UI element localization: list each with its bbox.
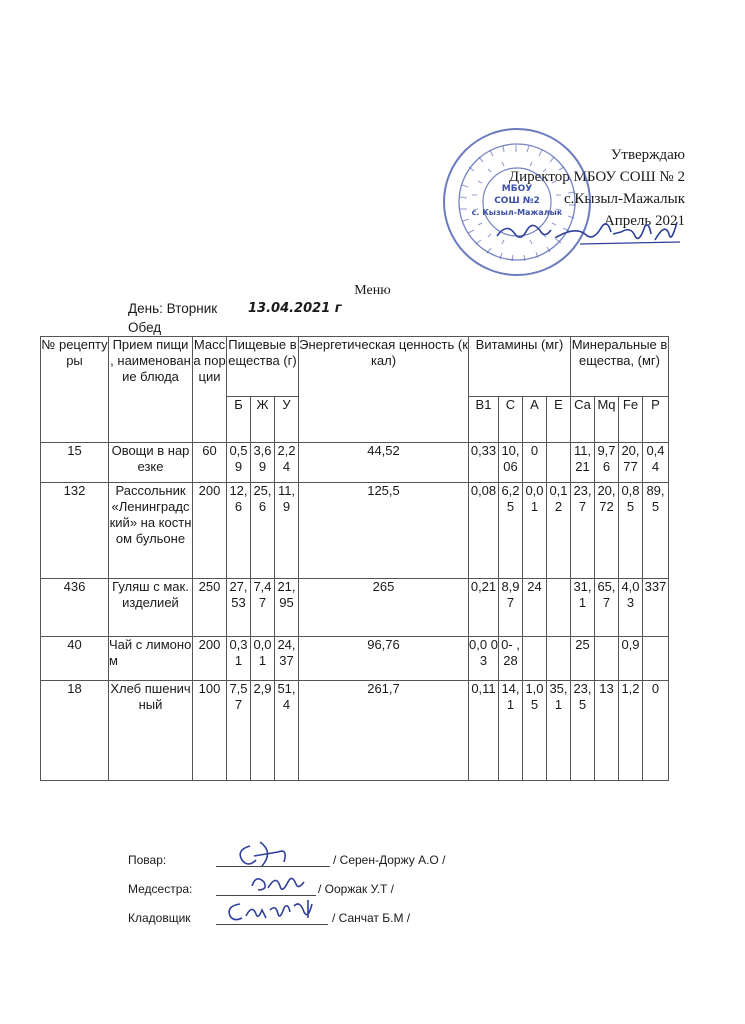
role-label: Повар: <box>128 853 167 867</box>
cell-mass: 60 <box>193 443 227 483</box>
cell-b1: 0,08 <box>469 483 499 579</box>
cell-u: 2,24 <box>275 443 299 483</box>
sub-fe: Fe <box>619 397 643 443</box>
cell-b: 12,6 <box>227 483 251 579</box>
cell-e <box>547 443 571 483</box>
cell-b1: 0,0 03 <box>469 637 499 681</box>
cell-mg: 9,76 <box>595 443 619 483</box>
cell-no: 436 <box>41 579 109 637</box>
cell-dish: Овощи в нарезке <box>109 443 193 483</box>
approval-line-2: Директор МБОУ СОШ № 2 <box>508 169 685 185</box>
stamp-icon <box>440 125 595 280</box>
page-title: Меню <box>354 283 391 298</box>
header-recipe-no: № рецептуры <box>41 337 109 443</box>
cook-name: / Серен-Доржу А.О / <box>333 853 446 867</box>
role-label: Кладовщик <box>128 911 191 925</box>
table-header-row <box>41 337 669 397</box>
signature-row-cook <box>128 853 166 867</box>
table-row <box>41 637 669 681</box>
cell-kcal: 265 <box>299 579 469 637</box>
menu-table <box>40 336 669 781</box>
cell-u: 11,9 <box>275 483 299 579</box>
signature-row-storekeeper <box>128 911 191 925</box>
header-mass: Масса порции <box>193 337 227 443</box>
cell-no: 132 <box>41 483 109 579</box>
cell-fe: 0,85 <box>619 483 643 579</box>
cell-dish: Чай с лимоном <box>109 637 193 681</box>
role-label: Медсестра: <box>128 882 193 896</box>
cell-c: 14,1 <box>499 681 523 781</box>
cell-u: 21,95 <box>275 579 299 637</box>
cell-u: 51,4 <box>275 681 299 781</box>
cell-p: 0 <box>643 681 669 781</box>
table-row <box>41 443 669 483</box>
stamp-text-3: с. Кызыл-Мажалык <box>471 208 563 217</box>
sub-u: У <box>275 397 299 443</box>
official-stamp <box>440 125 595 280</box>
cell-b1: 0,11 <box>469 681 499 781</box>
cell-ca: 23,7 <box>571 483 595 579</box>
header-nutrients: Пищевые вещества (г) <box>227 337 299 397</box>
header-minerals: Минеральные вещества, (мг) <box>571 337 669 397</box>
stamp-text-1: МБОУ <box>501 184 533 194</box>
cell-c: 8,97 <box>499 579 523 637</box>
cell-p: 337 <box>643 579 669 637</box>
cell-fe: 20,77 <box>619 443 643 483</box>
cell-ca: 31,1 <box>571 579 595 637</box>
cell-kcal: 44,52 <box>299 443 469 483</box>
table-row <box>41 483 669 579</box>
cell-c: 6,25 <box>499 483 523 579</box>
cell-zh: 25,6 <box>251 483 275 579</box>
sub-zh: Ж <box>251 397 275 443</box>
cell-kcal: 96,76 <box>299 637 469 681</box>
storekeeper-signature <box>222 896 326 926</box>
storekeeper-name: / Санчат Б.М / <box>332 911 411 925</box>
nurse-name: / Ооржак У.Т / <box>318 882 394 896</box>
approval-line-4: Апрель 2021 <box>603 213 685 229</box>
cell-b1: 0,33 <box>469 443 499 483</box>
cell-zh: 2,9 <box>251 681 275 781</box>
sub-mg: Мq <box>595 397 619 443</box>
cell-mg: 65,7 <box>595 579 619 637</box>
table-row <box>41 579 669 637</box>
sub-b: Б <box>227 397 251 443</box>
day-label: День: Вторник <box>128 301 218 316</box>
cell-ca: 25 <box>571 637 595 681</box>
cell-mass: 200 <box>193 483 227 579</box>
sub-b1: В1 <box>469 397 499 443</box>
sub-c: С <box>499 397 523 443</box>
stamp-text-2: СОШ №2 <box>494 196 540 206</box>
nurse-signature <box>244 868 314 898</box>
cell-fe: 1,2 <box>619 681 643 781</box>
cell-fe: 4,03 <box>619 579 643 637</box>
cell-ca: 11,21 <box>571 443 595 483</box>
header-energy: Энергетическая ценность (ккал) <box>299 337 469 443</box>
cell-fe: 0,9 <box>619 637 643 681</box>
cell-b1: 0,21 <box>469 579 499 637</box>
cell-zh: 0,01 <box>251 637 275 681</box>
cell-e <box>547 579 571 637</box>
approval-line-3: с.Кызыл-Мажалык <box>564 191 685 207</box>
cell-no: 40 <box>41 637 109 681</box>
cell-dish: Гуляш с мак. изделией <box>109 579 193 637</box>
cell-a: 0,01 <box>523 483 547 579</box>
cell-a: 0 <box>523 443 547 483</box>
cell-dish: Рассольник «Ленинградский» на костном бульоне <box>109 483 193 579</box>
director-signature <box>495 218 685 250</box>
cell-mass: 100 <box>193 681 227 781</box>
cell-b: 27,53 <box>227 579 251 637</box>
approval-line-1: Утверждаю <box>610 147 685 163</box>
cell-e: 35,1 <box>547 681 571 781</box>
cell-e: 0,12 <box>547 483 571 579</box>
table-row <box>41 681 669 781</box>
sub-ca: Са <box>571 397 595 443</box>
cook-signature <box>230 838 300 872</box>
cell-p: 89,5 <box>643 483 669 579</box>
sub-a: А <box>523 397 547 443</box>
sub-e: Е <box>547 397 571 443</box>
cell-b: 7,57 <box>227 681 251 781</box>
cell-u: 24,37 <box>275 637 299 681</box>
cell-b: 0,59 <box>227 443 251 483</box>
sub-p: Р <box>643 397 669 443</box>
header-dish: Прием пищи , наименование блюда <box>109 337 193 443</box>
cell-dish: Хлеб пшеничный <box>109 681 193 781</box>
cell-kcal: 261,7 <box>299 681 469 781</box>
signature-row-nurse <box>128 882 192 896</box>
cell-mg: 13 <box>595 681 619 781</box>
cell-zh: 3,69 <box>251 443 275 483</box>
cell-a: 24 <box>523 579 547 637</box>
cell-b: 0,31 <box>227 637 251 681</box>
header-vitamins: Витамины (мг) <box>469 337 571 397</box>
cell-c: 0- ,28 <box>499 637 523 681</box>
cell-a: 1,05 <box>523 681 547 781</box>
cell-kcal: 125,5 <box>299 483 469 579</box>
cell-mg: 20,72 <box>595 483 619 579</box>
cell-mass: 250 <box>193 579 227 637</box>
cell-ca: 23,5 <box>571 681 595 781</box>
cell-p: 0,44 <box>643 443 669 483</box>
handwritten-date: 13.04.2021 г <box>248 301 342 316</box>
cell-no: 18 <box>41 681 109 781</box>
cell-no: 15 <box>41 443 109 483</box>
cell-zh: 7,47 <box>251 579 275 637</box>
cell-c: 10,06 <box>499 443 523 483</box>
meal-label: Обед <box>128 320 162 335</box>
cell-p <box>643 637 669 681</box>
cell-mg <box>595 637 619 681</box>
cell-a <box>523 637 547 681</box>
cell-mass: 200 <box>193 637 227 681</box>
cell-e <box>547 637 571 681</box>
